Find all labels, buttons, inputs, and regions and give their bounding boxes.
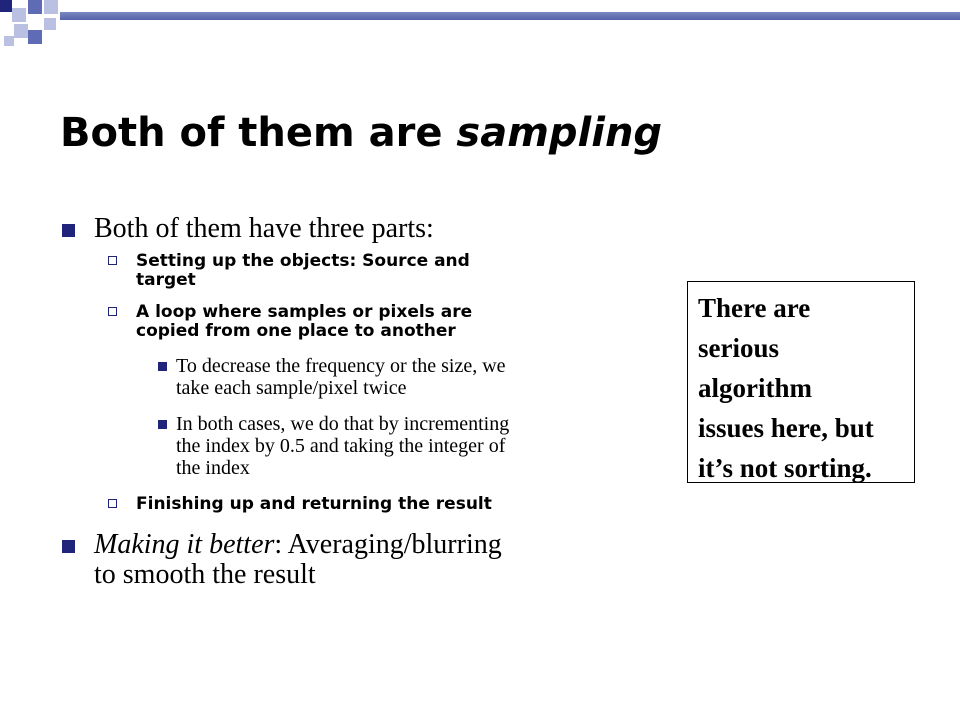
bullet-line: A loop where samples or pixels are [136,302,473,322]
hollow-square-bullet-icon [108,256,117,265]
title-text: Both of them are [60,110,457,156]
emphasis-text: Making it better [94,529,275,560]
slide-title [60,110,662,156]
bullet-line: To decrease the frequency or the size, we [176,355,506,377]
bullet-text [176,413,509,479]
callout-line: serious [698,333,779,363]
square-bullet-icon [158,420,167,429]
corner-square [12,8,26,22]
bullet-text [136,252,470,290]
bullet-line: copied from one place to another [136,321,456,341]
bullet-line: target [136,270,196,290]
corner-square [44,0,58,14]
bullet-line: the index [176,457,250,479]
bullet-line [94,530,502,560]
bullet-line: take each sample/pixel twice [176,377,407,399]
corner-square [14,24,28,38]
square-bullet-icon [62,224,75,237]
hollow-square-bullet-icon [108,499,117,508]
header-rule [60,12,960,20]
bullet-line: to smooth the result [94,559,316,590]
corner-square [28,30,42,44]
bullet-text-rest: : Averaging/blurring [274,529,502,560]
bullet-line: the index by 0.5 and taking the integer of [176,435,506,457]
corner-square [44,18,56,30]
callout-box [687,281,915,483]
corner-square [28,0,42,14]
bullet-text: Both of them have three parts: [94,213,434,244]
callout-line: algorithm [698,373,812,403]
corner-square [0,0,12,12]
callout-line: issues here, but [698,413,874,443]
callout-line: it’s not sorting. [698,453,872,483]
square-bullet-icon [62,540,75,553]
bullet-text [94,530,502,590]
corner-square [4,36,14,46]
callout-line: There are [698,293,811,323]
bullet-line: In both cases, we do that by incrementing [176,413,510,435]
bullet-text: Finishing up and returning the result [136,494,492,514]
bullet-text [176,355,506,399]
square-bullet-icon [158,362,167,371]
hollow-square-bullet-icon [108,307,117,316]
bullet-line: Setting up the objects: Source and [136,251,470,271]
bullet-text [136,303,472,341]
title-emphasis: sampling [456,110,663,156]
